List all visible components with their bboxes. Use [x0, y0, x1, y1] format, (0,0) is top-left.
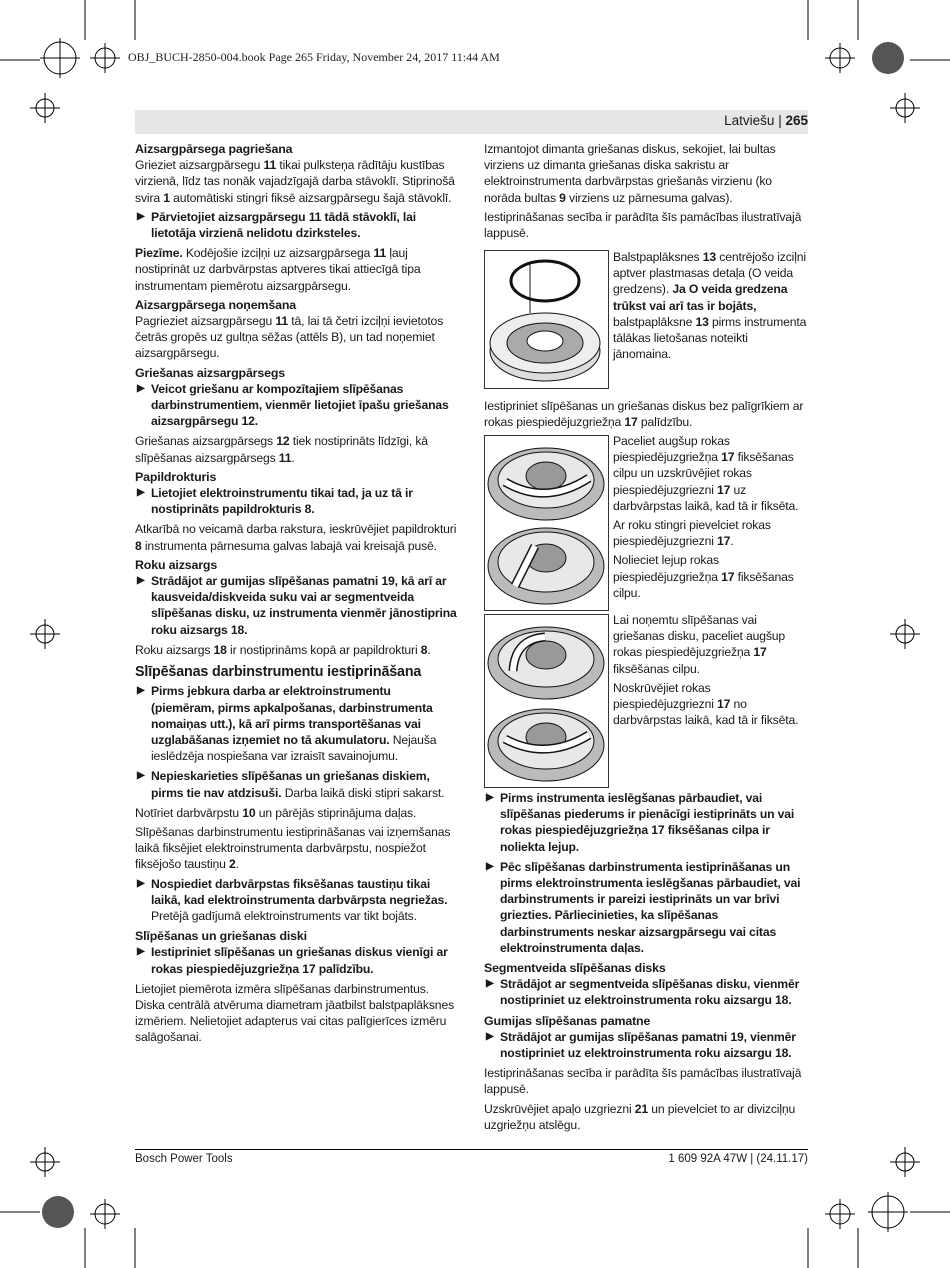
- footer-code: 1 609 92A 47W | (24.11.17): [668, 1153, 808, 1165]
- bullet-text: Lietojiet elektroinstrumentu tikai tad, ja uz tā ir nostiprināts papildrokturis 8.: [151, 486, 413, 517]
- bullet-text: Nepieskarieties slīpēšanas un griešanas diskiem, pirms tie nav atdzisuši.: [151, 769, 430, 800]
- warning-bullet: [135, 209, 457, 241]
- section-heading: Slīpēšanas darbinstrumentu iestiprināšana: [135, 664, 422, 681]
- warning-bullet: [135, 768, 457, 800]
- figure-fastening-nut-install: [484, 435, 609, 611]
- paragraph: Atkarībā no veicamā darba rakstura, ieskrūvējiet papildrokturi 8 instrumenta pārnesuma galvas labajā vai kreisajā pusē.: [135, 522, 457, 553]
- paragraph: Nolieciet lejup rokas piespiedējuzgriežņa 17 fiksēšanas cilpu.: [613, 553, 794, 600]
- bullet-text: Iestipriniet slīpēšanas un griešanas diskus vienīgi ar rokas piespiedējuzgriežņa 17 palīdzību.: [151, 945, 448, 976]
- triangle-right-icon: ▶: [137, 877, 145, 889]
- paragraph: Pagrieziet aizsargpārsegu 11 tā, lai tā četri izciļņi ievietotos četrās gropēs uz gultņa sēžas (attēls B), un tad noņemiet aizsargpārsegu.: [135, 314, 444, 361]
- triangle-right-icon: ▶: [486, 978, 494, 990]
- warning-bullet: [484, 790, 808, 855]
- warning-bullet: [484, 1029, 808, 1061]
- figure-o-ring-text: [613, 249, 808, 365]
- paragraph: Piezīme. Kodējošie izciļņi uz aizsargpārsega 11 ļauj nostiprināt uz darbvārpstas aptveres tikai attiecīgā tipa instrumentam piemērotu aizsargpārsegu.: [135, 246, 421, 293]
- section-heading: Slīpēšanas un griešanas diski: [135, 929, 307, 944]
- section-heading: Roku aizsargs: [135, 557, 218, 572]
- bullet-note: Darba laikā diski stipri sakarst.: [281, 785, 445, 800]
- bullet-text: Strādājot ar gumijas slīpēšanas pamatni 19, vienmēr nostipriniet uz elektroinstrumenta roku aizsargu 18.: [500, 1029, 796, 1061]
- triangle-right-icon: ▶: [137, 382, 145, 394]
- figure-remove-text: [613, 612, 808, 731]
- triangle-right-icon: ▶: [137, 487, 145, 499]
- warning-bullet: [135, 381, 457, 430]
- paragraph: Roku aizsargs 18 ir nostiprināms kopā ar papildrokturi 8.: [135, 642, 431, 657]
- running-header: [724, 113, 808, 128]
- paragraph: Iestiprināšanas secība ir parādīta šīs pamācības ilustratīvajā lappusē.: [484, 209, 802, 241]
- paragraph: Noskrūvējiet rokas piespiedējuzgriezni 17 no darbvārpstas laikā, kad tā ir fiksēta.: [613, 680, 799, 728]
- o-ring-flange-illustration: [485, 251, 608, 388]
- warning-bullet: [484, 976, 808, 1008]
- figure-o-ring: [484, 250, 609, 389]
- paragraph: Slīpēšanas darbinstrumentu iestiprināšanas vai izņemšanas laikā fiksējiet elektroinstrumenta darbvārpstu, nospiežot fiksējošo taustiņu 2.: [135, 824, 451, 872]
- bullet-text: Pārvietojiet aizsargpārsegu 11 tādā stāvoklī, lai lietotāja virzienā nelidotu dzirksteles.: [151, 209, 416, 241]
- bullet-text: Pirms jebkura darba ar elektroinstrumentu (piemēram, pirms apkalpošanas, darbinstrumenta nomaiņas utt.), kā arī pirms transportēšanas vai uzglabāšanas izņemiet no tā akumulatoru.: [151, 684, 433, 747]
- section-heading: Gumijas slīpēšanas pamatne: [484, 1013, 651, 1028]
- header-language: Latviešu: [724, 113, 775, 128]
- triangle-right-icon: ▶: [137, 770, 145, 782]
- bullet-text: Veicot griešanu ar kompozītajiem slīpēšanas darbinstrumentiem, vienmēr lietojiet īpašu griešanas aizsargpārsegu 12.: [151, 381, 449, 429]
- bullet-text: Pēc slīpēšanas darbinstrumenta iestiprināšanas un pirms elektroinstrumenta ieslēgšanas pārbaudiet, vai darbinstruments ir pareizi iestiprināts un var brīvi griezties. Pārliecinieties, ka slīpēšanas darbinstruments neskar aizsargpārsegu vai citas elektroinstrumenta daļas.: [500, 859, 801, 955]
- header-bar: [135, 110, 808, 134]
- bullet-text: Pirms instrumenta ieslēgšanas pārbaudiet, vai slīpēšanas piederums ir pienācīgi iestiprināts un vai rokas piespiedējuzgriežņa 17 fiksēšanas cilpa ir noliekta lejup.: [500, 791, 795, 854]
- mounting-intro: [484, 398, 808, 433]
- paragraph: Griešanas aizsargpārsegs 12 tiek nostiprināts līdzīgi, kā slīpēšanas aizsargpārsegs 11.: [135, 434, 428, 465]
- bullet-text: Strādājot ar segmentveida slīpēšanas disku, vienmēr nostipriniet uz elektroinstrumenta roku aizsargu 18.: [500, 977, 800, 1008]
- paragraph: Notīriet darbvārpstu 10 un pārējās stiprinājuma daļas.: [135, 805, 417, 820]
- header-separator: |: [778, 113, 782, 128]
- section-heading: Griešanas aizsargpārsegs: [135, 365, 285, 380]
- warning-bullet: [135, 944, 457, 976]
- triangle-right-icon: ▶: [137, 210, 145, 222]
- triangle-right-icon: ▶: [137, 575, 145, 587]
- section-heading: Aizsargpārsega pagriešana: [135, 142, 293, 156]
- paragraph: Lietojiet piemērota izmēra slīpēšanas darbinstrumentus. Diska centrālā atvēruma diametram jāatbilst balstpaplāksnes izmēriem. Nelietojiet adapterus vai citas palīgierīces izmēru salāgošanai.: [135, 981, 455, 1045]
- right-column-top: [484, 141, 808, 244]
- paragraph: Balstpaplāksnes 13 centrējošo izciļni aptver plastmasas detaļa (O veida gredzens). Ja O veida gredzena trūkst vai arī tas ir bojāts, balstpaplāksne 13 pirms instrumenta tālākas lietošanas noteikti jānomaina.: [613, 250, 807, 362]
- page-number: 265: [785, 113, 808, 128]
- warning-bullet: [484, 859, 808, 956]
- right-column-bottom: [484, 790, 808, 1136]
- bullet-note: Pretējā gadījumā elektroinstruments var tikt bojāts.: [151, 908, 417, 923]
- bullet-text: Strādājot ar gumijas slīpēšanas pamatni 19, kā arī ar kausveida/diskveida suku vai ar segmentveida slīpēšanas disku, uz instrumenta vienmēr jānostiprina roku aizsargs 18.: [151, 574, 457, 637]
- paragraph: Grieziet aizsargpārsegu 11 tikai pulksteņa rādītāju kustības virzienā, līdz tas nonāk vajadzīgajā darba stāvoklī. Stiprinošā svira 1 automātiski stingri fiksē aizsargpārsegu šajā stāvoklī.: [135, 158, 455, 205]
- bullet-text: Nospiediet darbvārpstas fiksēšanas taustiņu tikai laikā, kad elektroinstrumenta darbvārpsta negriežas.: [151, 876, 448, 907]
- warning-bullet: [135, 876, 457, 925]
- warning-bullet: [135, 683, 457, 764]
- quick-nut-install-illustration: [485, 436, 608, 610]
- triangle-right-icon: ▶: [486, 1030, 494, 1042]
- figure-install-text: [613, 433, 808, 604]
- paragraph: Iestiprināšanas secība ir parādīta šīs pamācības ilustratīvajā lappusē.: [484, 1066, 802, 1097]
- paragraph: Lai noņemtu slīpēšanas vai griešanas disku, paceliet augšup rokas piespiedējuzgriežņa 17 fiksēšanas cilpu.: [613, 613, 786, 676]
- print-slug: OBJ_BUCH-2850-004.book Page 265 Friday, November 24, 2017 11:44 AM: [128, 50, 500, 64]
- triangle-right-icon: ▶: [486, 792, 494, 803]
- triangle-right-icon: ▶: [486, 860, 494, 872]
- quick-nut-remove-illustration: [485, 615, 608, 787]
- footer-brand: Bosch Power Tools: [135, 1153, 233, 1165]
- left-column: [135, 141, 457, 1049]
- warning-bullet: [135, 573, 457, 638]
- section-heading: Papildrokturis: [135, 469, 217, 484]
- section-heading: Aizsargpārsega noņemšana: [135, 297, 296, 312]
- triangle-right-icon: ▶: [137, 946, 145, 958]
- warning-bullet: [135, 485, 457, 517]
- paragraph: Izmantojot dimanta griešanas diskus, sekojiet, lai bultas virziens uz dimanta griešanas diska sakristu ar elektroinstrumenta darbvārpstas griešanās virzienu (ko norāda bultas 9 virziens uz pārnesuma galvas).: [484, 142, 776, 205]
- figure-fastening-nut-remove: [484, 614, 609, 788]
- paragraph: Ar roku stingri pievelciet rokas piespiedējuzgriezni 17.: [613, 518, 771, 549]
- footer-rule: [135, 1149, 808, 1150]
- triangle-right-icon: ▶: [137, 685, 145, 697]
- paragraph: Uzskrūvējiet apaļo uzgriezni 21 un pievelciet to ar divizciļņu uzgriežņu atslēgu.: [484, 1101, 796, 1132]
- paragraph: Paceliet augšup rokas piespiedējuzgriežņa 17 fiksēšanas cilpu un uzskrūvējiet rokas piespiedējuzgriezni 17 uz darbvārpstas laikā, kad tā ir fiksēta.: [613, 434, 799, 513]
- bullet-note: Nejauša ieslēdzēja nospiešana var izraisīt savainojumu.: [151, 732, 437, 764]
- section-heading: Segmentveida slīpēšanas disks: [484, 961, 666, 976]
- paragraph: Iestipriniet slīpēšanas un griešanas diskus bez palīgrīkiem ar rokas piespiedējuzgriežņa 17 palīdzību.: [484, 399, 804, 430]
